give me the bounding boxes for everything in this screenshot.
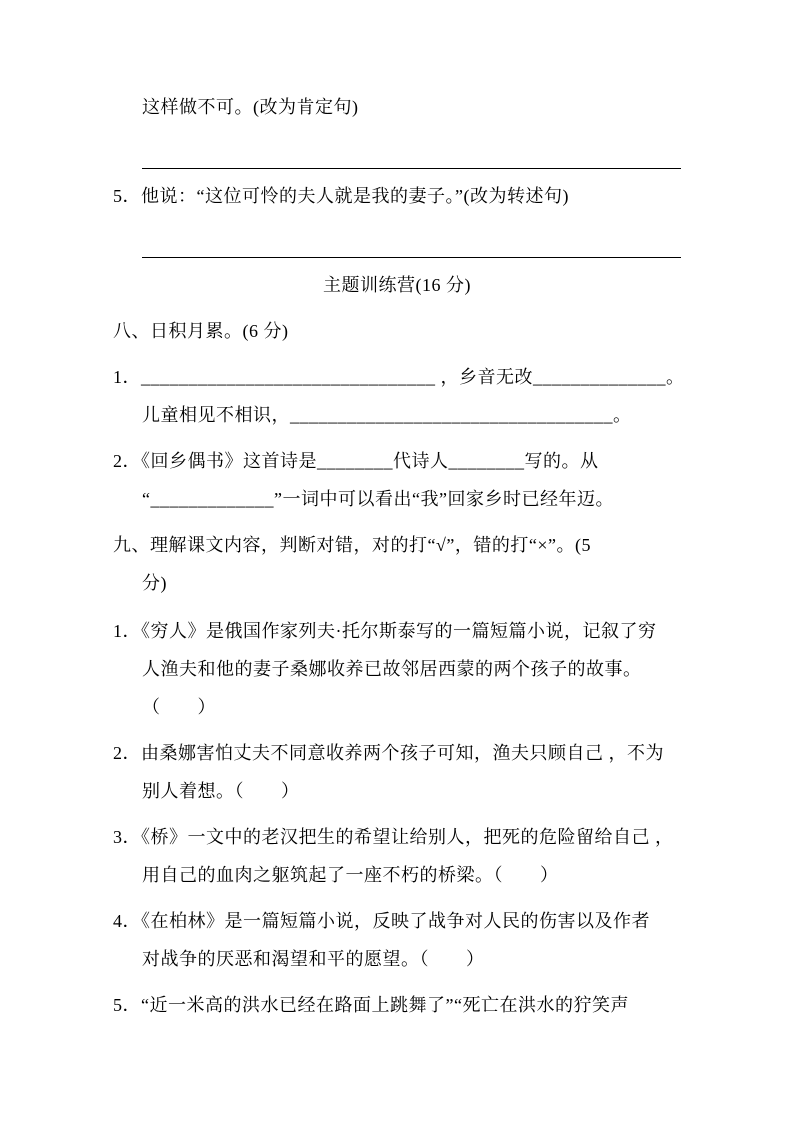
q9-2-statement-cont: 别人着想。（ ） <box>142 781 300 801</box>
q9-3-statement: 3．《桥》一文中的老汉把生的希望让给别人，把死的危险留给自己 ， <box>113 827 674 847</box>
q9-3-statement-cont: 用自己的血肉之躯筑起了一座不朽的桥梁。（ ） <box>142 865 559 885</box>
q8-1-fill-blank: 1．_______________________________ ，乡音无改______________。 <box>113 367 685 387</box>
q8-1-fill-blank-cont: 儿童相见不相识，__________________________________。 <box>142 405 632 425</box>
answer-blank-line <box>142 227 681 258</box>
q9-4-statement: 4．《在柏林》是一篇短篇小说，反映了战争对人民的伤害以及作者 <box>113 911 650 931</box>
q9-5-statement: 5．“近一米高的洪水已经在路面上跳舞了”“死亡在洪水的狞笑声 <box>113 995 629 1015</box>
q9-1-statement: 1．《穷人》是俄国作家列夫·托尔斯泰写的一篇短篇小说，记叙了穷 <box>113 621 657 641</box>
section-8-title: 八、日积月累。(6 分) <box>113 321 289 341</box>
q9-2-statement: 2．由桑娜害怕丈夫不同意收养两个孩子可知，渔夫只顾自己 ，不为 <box>113 743 664 763</box>
q8-2-fill-blank: 2．《回乡偶书》这首诗是________代诗人________写的。从 <box>113 451 599 471</box>
answer-blank-line <box>142 138 681 169</box>
q9-4-statement-cont: 对战争的厌恶和渴望和平的愿望。（ ） <box>142 949 485 969</box>
section-heading-theme-training: 主题训练营(16 分) <box>323 275 471 295</box>
q4-rewrite-sentence: 这样做不可。(改为肯定句) <box>142 97 359 117</box>
section-9-title: 九、理解课文内容，判断对错，对的打“√”，错的打“×”。(5 <box>113 535 591 555</box>
q8-2-fill-blank-cont: “_____________”一词中可以看出“我”回家乡时已经年迈。 <box>142 489 614 509</box>
q9-1-answer-brackets: （ ） <box>142 697 216 717</box>
q5-rewrite-sentence: 5．他说：“这位可怜的夫人就是我的妻子。”(改为转述句) <box>113 186 569 206</box>
section-9-title-cont: 分) <box>142 573 167 593</box>
q9-1-statement-cont: 人渔夫和他的妻子桑娜收养已故邻居西蒙的两个孩子的故事。 <box>142 659 642 679</box>
